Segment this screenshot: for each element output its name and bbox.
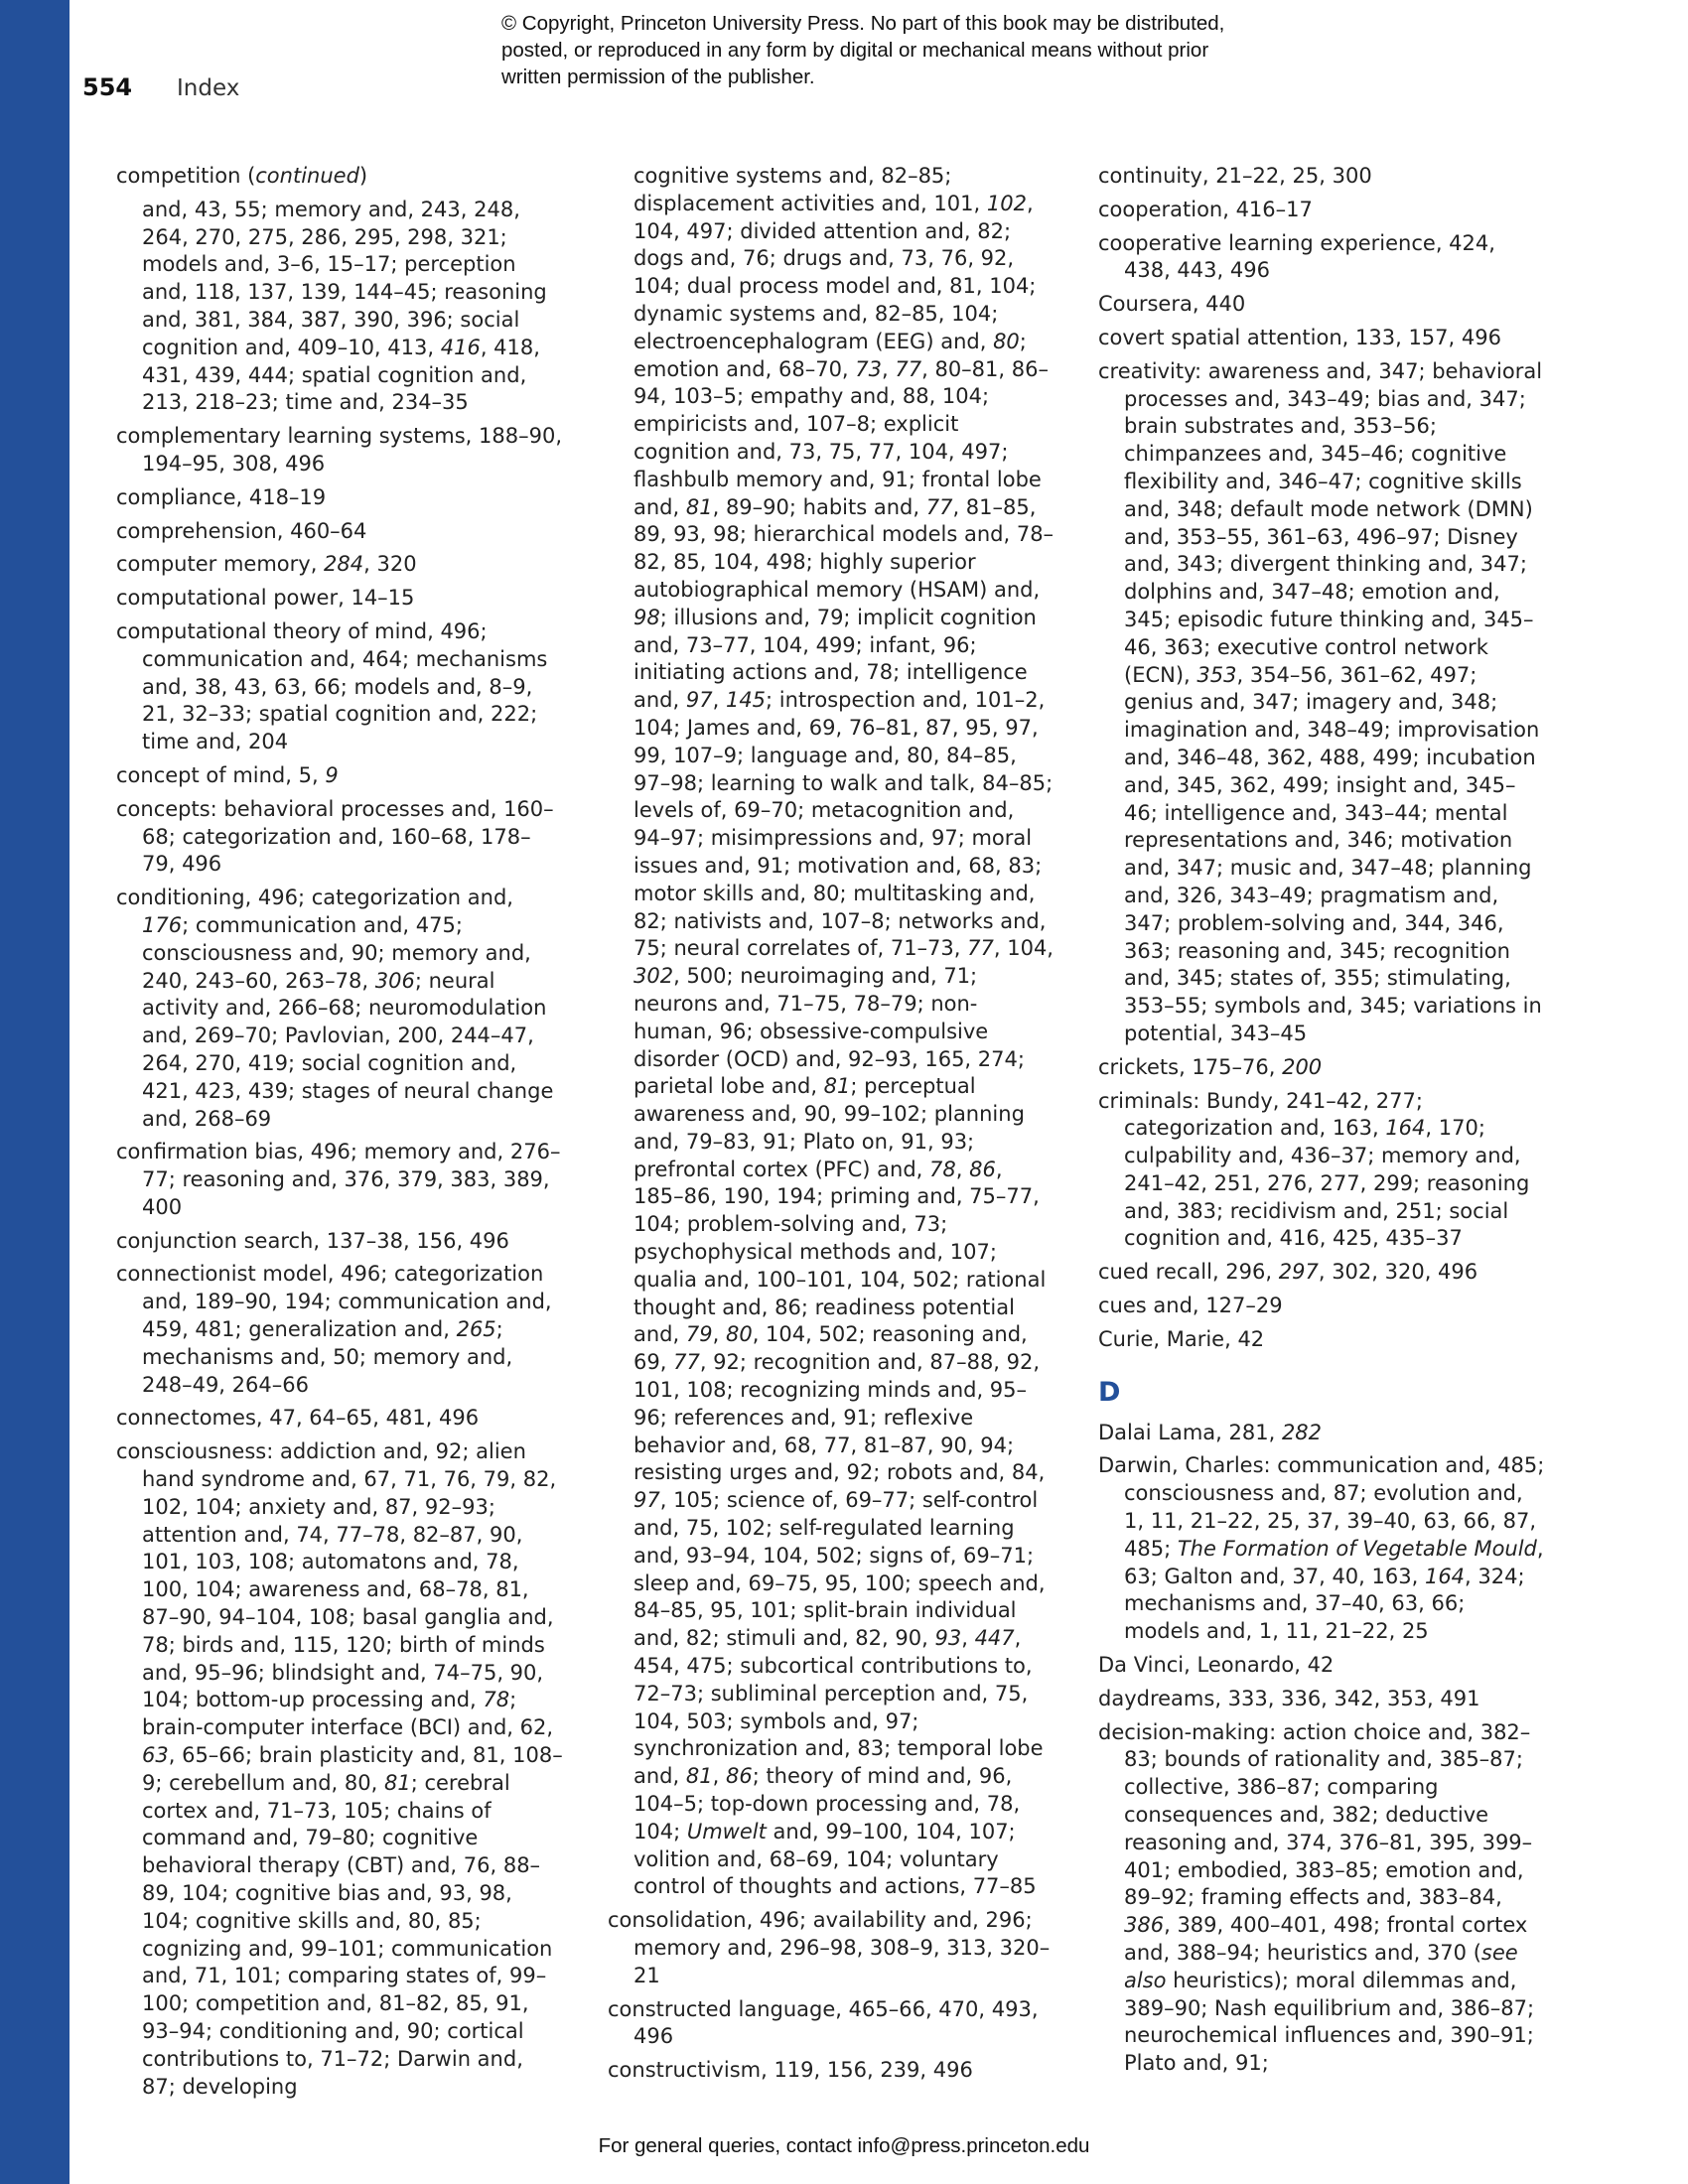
- copyright-notice: © Copyright, Princeton University Press. No part of this book may be distributed, posted, or reproduced in any form by digital or mechanical means without prior written permission of the publisher.: [501, 12, 1225, 88]
- index-entry: Da Vinci, Leonardo, 42: [1098, 1653, 1335, 1678]
- index-entry: compliance, 418–19: [116, 484, 327, 509]
- book-spine-bar: [0, 0, 70, 2184]
- index-entry: decision-making: action choice and, 382–83; bounds of rationality and, 385–87; collective, 386–87; comparing consequences and, 382; deductive reasoning and, 374, 376–81, 395, 399–401; embodied, 383–85; emotion and, 89–92; framing effects and, 383–84, 386, 389, 400–401, 498; frontal cortex and, 388–94; heuristics and, 370 (see also heuristics); moral dilemmas and, 389–90; Nash equilibrium and, 386–87; neurochemical influences and, 390–91; Plato and, 91;: [1098, 1719, 1535, 2076]
- index-entry: constructivism, 119, 156, 239, 496: [608, 2058, 973, 2083]
- index-column-2: [608, 163, 1056, 2091]
- index-entry: continuity, 21–22, 25, 300: [1098, 164, 1372, 188]
- index-entry: computational theory of mind, 496; communication and, 464; mechanisms and, 38, 43, 63, 66; models and, 8–9, 21, 32–33; spatial cognition and, 222; time and, 204: [116, 618, 548, 754]
- index-entry: conditioning, 496; categorization and, 176; communication and, 475; consciousness and, 90; memory and, 240, 243–60, 263–78, 306; neural activity and, 266–68; neuromodulation and, 269–70; Pavlovian, 200, 244–47, 264, 270, 419; social cognition and, 421, 423, 439; stages of neural change and, 268–69: [116, 886, 554, 1131]
- index-entry: connectomes, 47, 64–65, 481, 496: [116, 1406, 480, 1431]
- index-column-3: [1098, 163, 1547, 2084]
- index-entry: conjunction search, 137–38, 156, 496: [116, 1228, 509, 1253]
- index-entry-continuation: cognitive systems and, 82–85; displacement activities and, 101, 102, 104, 497; divided attention and, 82; dogs and, 76; drugs and, 73, 76, 92, 104; dual process model and, 81, 104; dynamic systems and, 82–85, 104; electroencephalogram (EEG) and, 80; emotion and, 68–70, 73, 77, 80–81, 86–94, 103–5; empathy and, 88, 104; empiricists and, 107–8; explicit cognition and, 73, 75, 77, 104, 497; flashbulb memory and, 91; frontal lobe and, 81, 89–90; habits and, 77, 81–85, 89, 93, 98; hierarchical models and, 78–82, 85, 104, 498; highly superior autobiographical memory (HSAM) and, 98; illusions and, 79; implicit cognition and, 73–77, 104, 499; infant, 96; initiating actions and, 78; intelligence and, 97, 145; introspection and, 101–2, 104; James and, 69, 76–81, 87, 95, 97, 99, 107–9; language and, 80, 84–85, 97–98; learning to walk and talk, 84–85; levels of, 69–70; metacognition and, 94–97; misimpressions and, 97; moral issues and, 91; motivation and, 68, 83; motor skills and, 80; multitasking and, 82; nativists and, 107–8; networks and, 75; neural correlates of, 71–73, 77, 104, 302, 500; neuroimaging and, 71; neurons and, 71–75, 78–79; non-human, 96; obsessive-compulsive disorder (OCD) and, 92–93, 165, 274; parietal lobe and, 81; perceptual awareness and, 90, 99–102; planning and, 79–83, 91; Plato on, 91, 93; prefrontal cortex (PFC) and, 78, 86, 185–86, 190, 194; priming and, 75–77, 104; problem-solving and, 73; psychophysical methods and, 107; qualia and, 100–101, 104, 502; rational thought and, 86; readiness potential and, 79, 80, 104, 502; reasoning and, 69, 77, 92; recognition and, 87–88, 92, 101, 108; recognizing minds and, 95–96; references and, 91; reflexive behavior and, 68, 77, 81–87, 90, 94; resisting urges and, 92; robots and, 84, 97, 105; science of, 69–77; self-control and, 75, 102; self-regulated learning and, 93–94, 104, 502; signs of, 69–71; sleep and, 69–75, 95, 100; speech and, 84–85, 95, 101; split-brain individual and, 82; stimuli and, 82, 90, 93, 447, 454, 475; subcortical contributions to, 72–73; subliminal perception and, 75, 104, 503; symbols and, 97; synchronization and, 83; temporal lobe and, 81, 86; theory of mind and, 96, 104–5; top-down processing and, 78, 104; Umwelt and, 99–100, 104, 107; volition and, 68–69, 104; voluntary control of thoughts and actions, 77–85: [633, 164, 1055, 1899]
- index-entry: Curie, Marie, 42: [1098, 1326, 1265, 1351]
- index-entry: connectionist model, 496; categorization and, 189–90, 194; communication and, 459, 481; generalization and, 265; mechanisms and, 50; memory and, 248–49, 264–66: [116, 1262, 552, 1397]
- index-entry: concepts: behavioral processes and, 160–68; categorization and, 160–68, 178–79, 496: [116, 796, 554, 877]
- index-entry: consciousness: addiction and, 92; alien hand syndrome and, 67, 71, 76, 79, 82, 102, 104; anxiety and, 87, 92–93; attention and, 74, 77–78, 82–87, 90, 101, 103, 108; automatons and, 78, 100, 104; awareness and, 68–78, 81, 87–90, 94–104, 108; basal ganglia and, 78; birds and, 115, 120; birth of minds and, 95–96; blindsight and, 74–75, 90, 104; bottom-up processing and, 78; brain-computer interface (BCI) and, 62, 63, 65–66; brain plasticity and, 81, 108–9; cerebellum and, 80, 81; cerebral cortex and, 71–73, 105; chains of command and, 79–80; cognitive behavioral therapy (CBT) and, 76, 88–89, 104; cognitive bias and, 93, 98, 104; cognitive skills and, 80, 85; cognizing and, 99–101; communication and, 71, 101; comparing states of, 99–100; competition and, 81–82, 85, 91, 93–94; conditioning and, 90; cortical contributions to, 71–72; Darwin and, 87; developing: [116, 1439, 563, 2099]
- index-entry: cues and, 127–29: [1098, 1294, 1283, 1318]
- index-entry: Dalai Lama, 281, 282: [1098, 1420, 1323, 1444]
- index-entry-continuation: and, 43, 55; memory and, 243, 248, 264, 270, 275, 286, 295, 298, 321; models and, 3–6, 15–17; perception and, 118, 137, 139, 144–45; reasoning and, 381, 384, 387, 390, 396; social cognition and, 409–10, 413, 416, 418, 431, 439, 444; spatial cognition and, 213, 218–23; time and, 234–35: [142, 197, 547, 415]
- index-entry: cooperative learning experience, 424, 438, 443, 496: [1098, 230, 1495, 283]
- index-entry: comprehension, 460–64: [116, 518, 367, 543]
- index-entry: Darwin, Charles: communication and, 485; consciousness and, 87; evolution and, 1, 11, 21–22, 25, 37, 39–40, 63, 66, 87, 485; The Formation of Vegetable Mould, 63; Galton and, 37, 40, 163, 164, 324; mechanisms and, 37–40, 63, 66; models and, 1, 11, 21–22, 25: [1098, 1453, 1545, 1644]
- index-entry: Coursera, 440: [1098, 292, 1246, 317]
- index-entry: daydreams, 333, 336, 342, 353, 491: [1098, 1686, 1480, 1710]
- index-entry: concept of mind, 5, 9: [116, 762, 339, 787]
- index-entry: cued recall, 296, 297, 302, 320, 496: [1098, 1260, 1478, 1285]
- index-entry: criminals: Bundy, 241–42, 277; categorization and, 163, 164, 170; culpability and, 436–37; memory and, 241–42, 251, 276, 277, 299; reasoning and, 383; recidivism and, 251; social cognition and, 416, 425, 435–37: [1098, 1088, 1530, 1251]
- footer-contact: For general queries, contact info@press.princeton.edu: [598, 2134, 1090, 2157]
- index-entry: consolidation, 496; availability and, 296; memory and, 296–98, 308–9, 313, 320–21: [608, 1908, 1051, 1987]
- index-entry: crickets, 175–76, 200: [1098, 1054, 1323, 1079]
- index-entry: computer memory, 284, 320: [116, 552, 417, 577]
- index-entry: cooperation, 416–17: [1098, 197, 1313, 221]
- index-entry: constructed language, 465–66, 470, 493, 496: [608, 1996, 1039, 2049]
- index-entry: complementary learning systems, 188–90, 194–95, 308, 496: [116, 424, 562, 476]
- index-entry: competition (continued): [116, 164, 368, 188]
- running-head: Index: [177, 75, 240, 101]
- index-entry: confirmation bias, 496; memory and, 276–77; reasoning and, 376, 379, 383, 389, 400: [116, 1140, 561, 1219]
- index-entry: creativity: awareness and, 347; behavioral processes and, 343–49; bias and, 347; brain substrates and, 353–56; chimpanzees and, 345–46; cognitive flexibility and, 346–47; cognitive skills and, 348; default mode network (DMN) and, 353–55, 361–63, 496–97; Disney and, 343; divergent thinking and, 347; dolphins and, 347–48; emotion and, 345; episodic future thinking and, 345–46, 363; executive control network (ECN), 353, 354–56, 361–62, 497; genius and, 347; imagery and, 348; imagination and, 348–49; improvisation and, 346–48, 362, 488, 499; incubation and, 345, 362, 499; insight and, 345–46; intelligence and, 343–44; mental representations and, 346; motivation and, 347; music and, 347–48; planning and, 326, 343–49; pragmatism and, 347; problem-solving and, 344, 346, 363; reasoning and, 345; recognition and, 345; states of, 355; stimulating, 353–55; symbols and, 345; variations in potential, 343–45: [1098, 358, 1543, 1045]
- index-column-1: [116, 163, 563, 2107]
- index-entry: covert spatial attention, 133, 157, 496: [1098, 325, 1501, 349]
- page-number: 554: [82, 73, 133, 101]
- index-entry: computational power, 14–15: [116, 586, 415, 611]
- index-letter-heading: D: [1098, 1376, 1121, 1408]
